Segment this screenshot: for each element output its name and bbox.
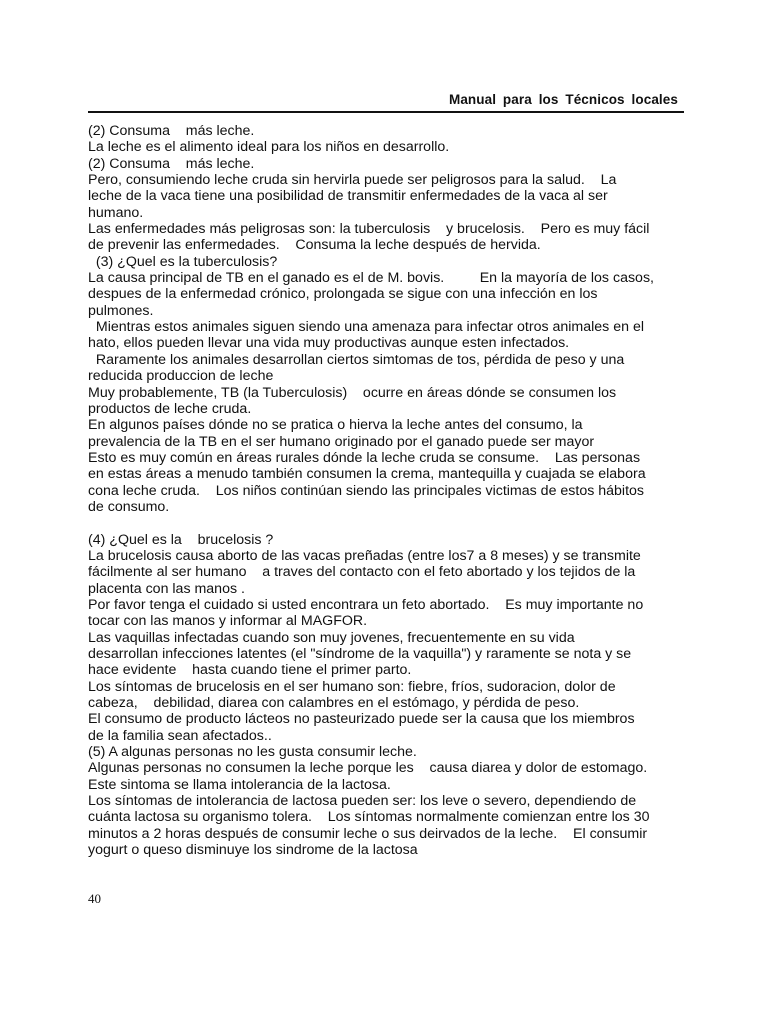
- text-line: hace evidente hasta cuando tiene el primer parto.: [88, 662, 412, 679]
- text-line: cona leche cruda. Los niños continúan siendo las principales victimas de estos hábitos: [88, 482, 645, 499]
- text-line: yogurt o queso disminuye los sindrome de la lactosa: [88, 842, 418, 859]
- text-line: La brucelosis causa aborto de las vacas preñadas (entre los7 a 8 meses) y se transmite: [88, 547, 641, 564]
- text-line: Este sintoma se llama intolerancia de la lactosa.: [88, 776, 391, 793]
- text-line: (4) ¿Quel es la brucelosis ?: [88, 531, 274, 548]
- text-line: (2) Consuma más leche.: [88, 155, 255, 172]
- text-line: hato, ellos pueden llevar una vida muy productivas aunque esten infectados.: [88, 335, 570, 352]
- text-line: La causa principal de TB en el ganado es el de M. bovis. En la mayoría de los casos,: [88, 270, 654, 287]
- text-line: cuánta lactosa su organismo tolera. Los síntomas normalmente comienzan entre los 30: [88, 809, 650, 826]
- document-body: [88, 123, 688, 858]
- text-line: de prevenir las enfermedades. Consuma la leche después de hervida.: [88, 237, 541, 254]
- header-title: Manual para los Técnicos locales: [448, 92, 678, 107]
- text-line: (5) A algunas personas no les gusta consumir leche.: [88, 744, 417, 761]
- text-line: El consumo de producto lácteos no pasteurizado puede ser la causa que los miembros: [88, 711, 635, 728]
- text-line: Las vaquillas infectadas cuando son muy jovenes, frecuentemente en su vida: [88, 629, 575, 646]
- text-line: Las enfermedades más peligrosas son: la tuberculosis y brucelosis. Pero es muy fácil: [88, 221, 650, 238]
- page-header: [88, 92, 684, 113]
- text-line: (2) Consuma más leche.: [88, 123, 255, 139]
- text-line: placenta con las manos .: [88, 580, 245, 597]
- text-line: Raramente los animales desarrollan ciertos simtomas de tos, pérdida de peso y una: [88, 351, 625, 368]
- text-line: tocar con las manos y informar al MAGFOR.: [88, 613, 368, 630]
- text-line: [88, 515, 688, 531]
- text-line: minutos a 2 horas después de consumir leche o sus deirvados de la leche. El consumir: [88, 825, 648, 842]
- text-line: reducida produccion de leche: [88, 368, 274, 385]
- text-line: Muy probablemente, TB (la Tuberculosis) ocurre en áreas dónde se consumen los: [88, 384, 617, 401]
- text-line: Por favor tenga el cuidado si usted encontrara un feto abortado. Es muy importante no: [88, 596, 644, 613]
- text-line: cabeza, debilidad, diarea con calambres en el estómago, y pérdida de peso.: [88, 695, 580, 712]
- text-line: fácilmente al ser humano a traves del contacto con el feto abortado y los tejidos de la: [88, 564, 636, 581]
- page-number: 40: [88, 891, 101, 906]
- text-line: Esto es muy común en áreas rurales dónde la leche cruda se consume. Las personas: [88, 449, 641, 466]
- text-line: Los síntomas de intolerancia de lactosa pueden ser: los leve o severo, dependiendo de: [88, 793, 637, 810]
- text-line: (3) ¿Quel es la tuberculosis?: [88, 253, 278, 270]
- text-line: de la familia sean afectados..: [88, 727, 272, 744]
- text-line: productos de leche cruda.: [88, 400, 252, 417]
- text-line: en estas áreas a menudo también consumen la crema, mantequilla y cuajada se elabora: [88, 466, 646, 483]
- text-line: pulmones.: [88, 302, 154, 319]
- text-line: prevalencia de la TB en el ser humano originado por el ganado puede ser mayor: [88, 433, 595, 450]
- text-line: La leche es el alimento ideal para los niños en desarrollo.: [88, 139, 450, 156]
- text-line: de consumo.: [88, 498, 170, 515]
- text-line: despues de la enfermedad crónico, prolongada se sigue con una infección en los: [88, 286, 598, 303]
- text-line: desarrollan infecciones latentes (el "síndrome de la vaquilla") y raramente se nota y se: [88, 646, 632, 662]
- text-line: leche de la vaca tiene una posibilidad de transmitir enfermedades de la vaca al ser: [88, 188, 608, 205]
- text-line: En algunos países dónde no se pratica o hierva la leche antes del consumo, la: [88, 417, 583, 434]
- text-line: Los síntomas de brucelosis en el ser humano son: fiebre, fríos, sudoracion, dolor de: [88, 678, 616, 695]
- text-line: Pero, consumiendo leche cruda sin hervirla puede ser peligrosos para la salud. La: [88, 172, 617, 189]
- text-line: Mientras estos animales siguen siendo una amenaza para infectar otros animales en el: [88, 319, 644, 336]
- text-line: Algunas personas no consumen la leche porque les causa diarea y dolor de estomago.: [88, 760, 648, 777]
- text-line: humano.: [88, 204, 144, 221]
